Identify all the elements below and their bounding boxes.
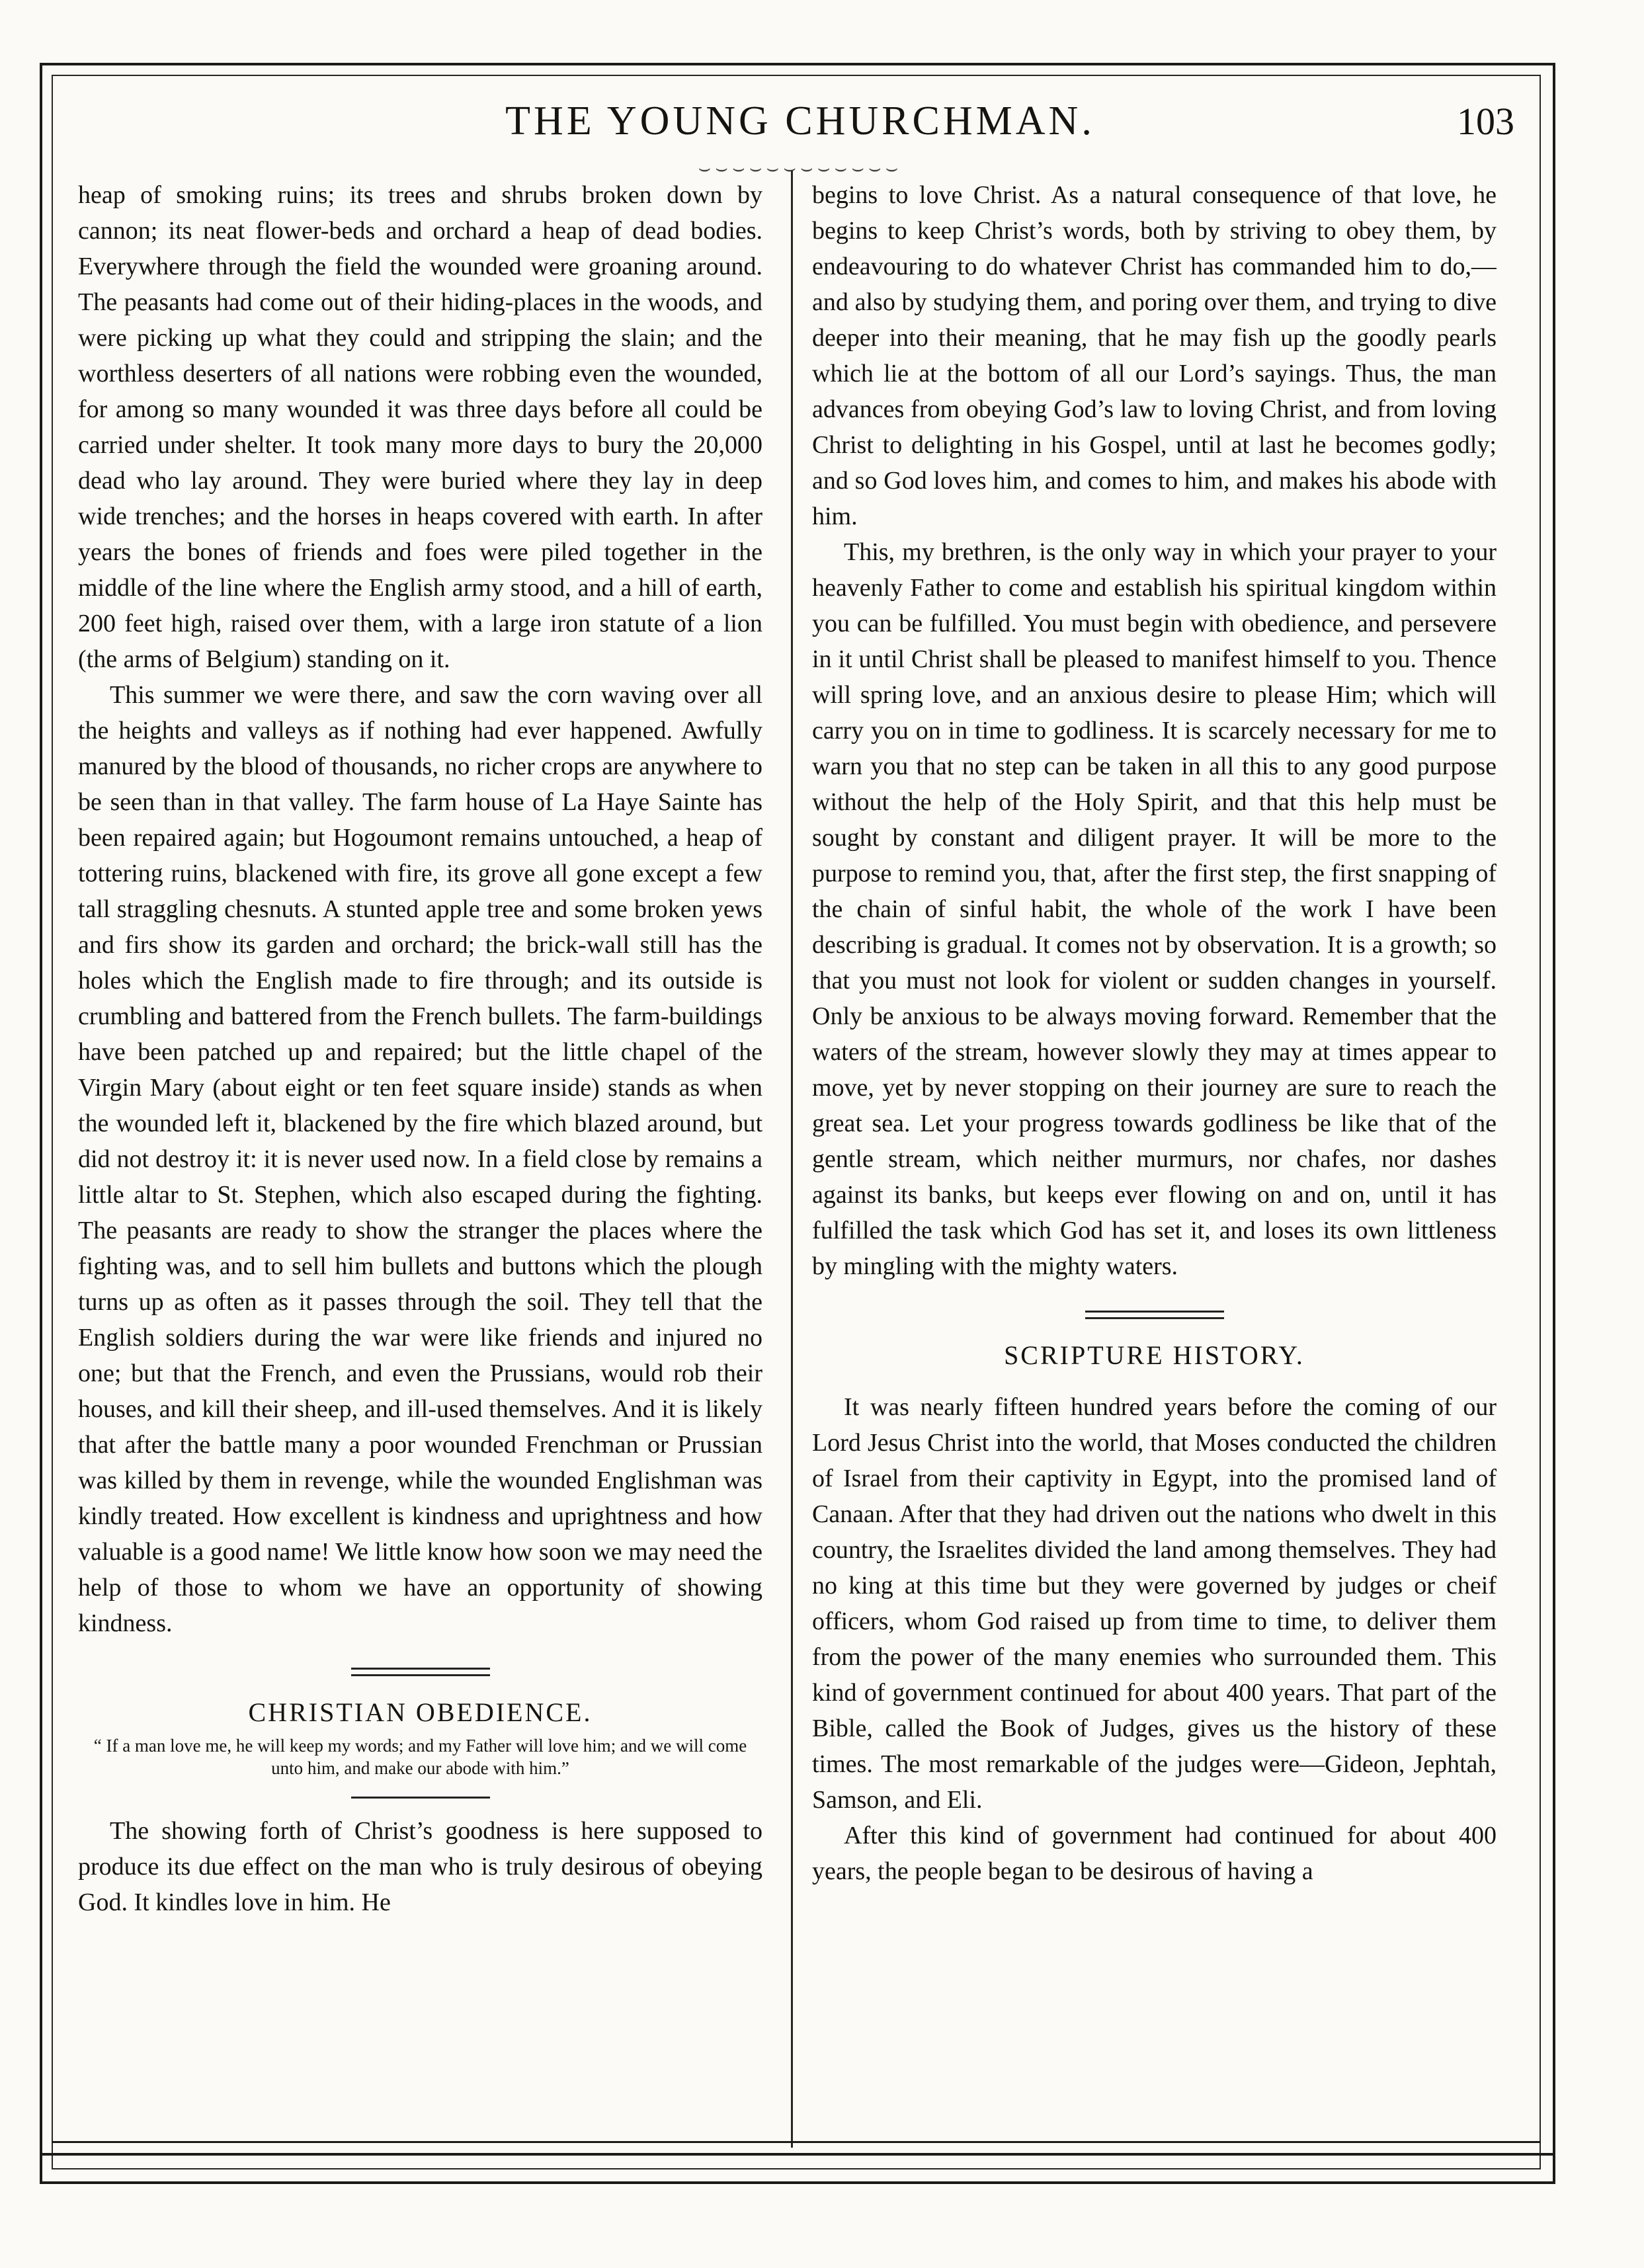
page-header [66, 98, 1534, 164]
bottom-rule [52, 2141, 1541, 2143]
paragraph: After this kind of government had continued for about 400 years, the people began to be desirous of having a [812, 1822, 1497, 1885]
section-divider [351, 1668, 490, 1676]
bottom-rule [40, 2153, 1555, 2156]
paragraph: This summer we were there, and saw the corn waving over all the heights and valleys as if nothing had ever happened. Awfully manured by the blood of thousands, no richer crops are anywhere to be seen than in that valley. The farm house of La Haye Sainte has been repaired again; but Hogoumont remains untouched, a heap of tottering ruins, blackened with fire, its grove all gone except a few tall straggling chesnuts. A stunted apple tree and some broken yews and firs show its garden and orchard; the brick-wall still has the holes which the English made to fire through; and its outside is crumbling and battered from the French bullets. The farm-buildings have been patched up and repaired; but the little chapel of the Virgin Mary (about eight or ten feet square inside) stands as when the wounded left it, blackened by the fire which blazed around, but did not destroy it: it is never used now. In a field close by remains a little altar to St. Stephen, which also escaped during the fighting. The peasants are ready to show the stranger the places where the fighting was, and to sell him bullets and buttons which the plough turns up as often as it passes through the soil. They tell that the English soldiers during the war were like friends and injured no one; but that the French, and even the Prussians, would rob their houses, and kill their sheep, and ill-used themselves. And it is likely that after the battle many a poor wounded Frenchman or Prussian was killed by them in revenge, while the wounded Englishman was kindly treated. How excellent is kindness and uprightness and how valuable is a good name! We little know how soon we may need the help of those to whom we have an opportunity of showing kindness. [78, 681, 762, 1637]
page-number: 103 [1457, 100, 1514, 143]
left-column [78, 177, 762, 2134]
section-heading: SCRIPTURE HISTORY. [1004, 1340, 1305, 1370]
epigraph: “ If a man love me, he will keep my words; and my Father will love him; and we will come unto him, and make our abode with him.” [93, 1736, 747, 1778]
header-ornament: ⌣⌣⌣⌣⌣⌣⌣⌣⌣⌣⌣⌣ [698, 157, 903, 179]
section-divider [1085, 1311, 1224, 1319]
paragraph: heap of smoking ruins; its trees and shrubs broken down by cannon; its neat flower-beds and orchard a heap of dead bodies. Everywhere through the field the wounded were groaning around. The peasants had come out of their hiding-places in the woods, and were picking up what they could and stripping the slain; and the worthless deserters of all nations were robbing even the wounded, for among so many wounded it was three days before all could be carried under shelter. It took many more days to bury the 20,000 dead who lay around. They were buried where they lay in deep wide trenches; and the horses in heaps covered with earth. In after years the bones of friends and foes were piled together in the middle of the line where the English army stood, and a hill of earth, 200 feet high, raised over them, with a large iron statute of a lion (the arms of Belgium) standing on it. [78, 181, 762, 673]
right-column [812, 177, 1497, 2134]
paragraph: This, my brethren, is the only way in which your prayer to your heavenly Father to come and establish his spiritual kingdom within you can be fulfilled. You must begin with obedience, and persevere in it until Christ shall be pleased to manifest himself to you. Thence will spring love, and an anxious desire to please Him; which will carry you on in time to godliness. It is scarcely necessary for me to warn you that no step can be taken in all this to any good purpose without the help of the Holy Spirit, and that this help must be sought by constant and diligent prayer. It will be more to the purpose to remind you, that, after the first step, the first snapping of the chain of sinful habit, the whole of the work I have been describing is gradual. It comes not by observation. It is a growth; so that you must not look for violent or sudden changes in yourself. Only be anxious to be always moving forward. Remember that the waters of the stream, however slowly they may at times appear to move, yet by never stopping on their journey are sure to reach the great sea. Let your progress towards godliness be like that of the gentle stream, which neither murmurs, nor chafes, nor dashes against its banks, but keeps ever flowing on and on, until it has fulfilled the task which God has set it, and loses its own littleness by mingling with the mighty waters. [812, 538, 1497, 1280]
running-title: THE YOUNG CHURCHMAN. [505, 99, 1095, 143]
short-divider [351, 1797, 490, 1799]
paragraph: The showing forth of Christ’s goodness is here supposed to produce its due effect on the man who is truly desirous of obeying God. It kindles love in him. He [78, 1817, 762, 1916]
paragraph: begins to love Christ. As a natural consequence of that love, he begins to keep Christ’s words, both by striving to obey them, by endeavouring to do whatever Christ has commanded him to do,—and also by studying them, and poring over them, and trying to dive deeper into their meaning, that he may fish up the goodly pearls which lie at the bottom of all our Lord’s sayings. Thus, the man advances from obeying God’s law to loving Christ, and from loving Christ to delighting in his Gospel, until at last he becomes godly; and so God loves him, and comes to him, and makes his abode with him. [812, 181, 1497, 530]
paragraph: It was nearly fifteen hundred years before the coming of our Lord Jesus Christ into the world, that Moses conducted the children of Israel from their captivity in Egypt, into the promised land of Canaan. After that they had driven out the nations who dwelt in this country, the Israelites divided the land among themselves. They had no king at this time but they were governed by judges or cheif officers, whom God raised up from time to time, to deliver them from the power of the many enemies who surrounded them. This kind of government continued for about 400 years. That part of the Bible, called the Book of Judges, gives us the history of these times. The most remarkable of the judges were—Gideon, Jephtah, Samson, and Eli. [812, 1393, 1497, 1814]
section-heading: CHRISTIAN OBEDIENCE. [248, 1697, 593, 1727]
column-divider [791, 171, 793, 2148]
